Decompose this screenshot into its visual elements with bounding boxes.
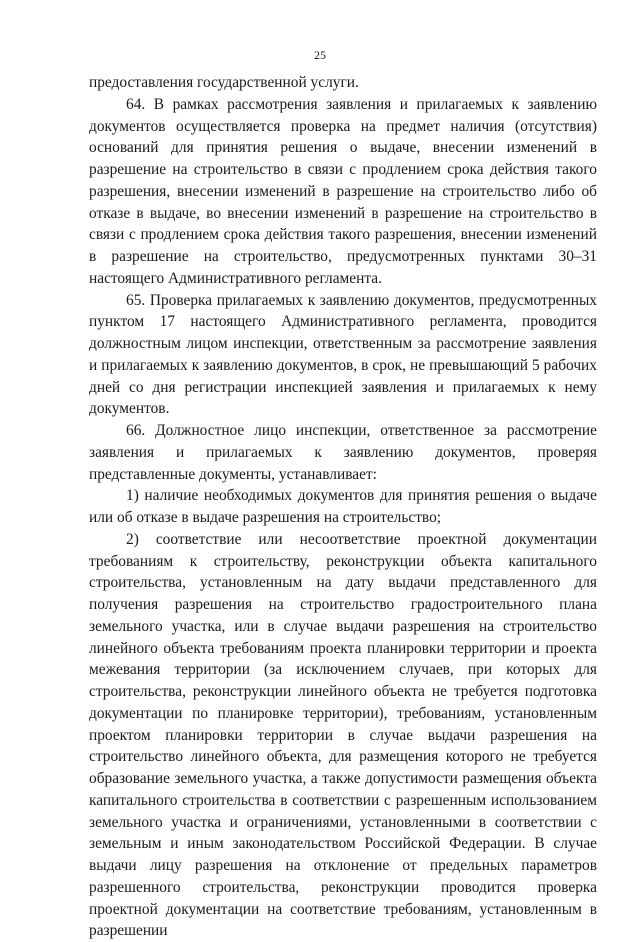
paragraph-66: 66. Должностное лицо инспекции, ответственное за рассмотрение заявления и прилагаемых к заявлению документов, проверяя представленные документы, устанавливает: <box>89 422 597 483</box>
list-item-1: 1) наличие необходимых документов для принятия решения о выдаче или об отказе в выдаче разрешения на строительство; <box>89 487 597 526</box>
page-number: 25 <box>314 48 326 62</box>
paragraph-continuation: предоставления государственной услуги. <box>89 74 359 91</box>
paragraph-64: 64. В рамках рассмотрения заявления и прилагаемых к заявлению документов осуществляется проверка на предмет наличия (отсутствия) оснований для принятия решения о выдаче, внесении изменений в разрешение на строительство в связи с продлением срока действия такого разрешения, внесении изменений в разрешение на строительство либо об отказе в выдаче, во внесении изменений в разрешение на строительство в связи с продлением срока действия такого разрешения, внесении изменений в разрешение на строительство, предусмотренных пунктами 30–31 настоящего Административного регламента. <box>89 95 597 287</box>
list-item-2: 2) соответствие или несоответствие проектной документации требованиям к строительству, реконструкции объекта капитального строительства, установленным на дату выдачи представленного для получения разрешения на строительство градостроительного плана земельного участка, или в случае выдачи разрешения на строительство линейного объекта требованиям проекта планировки территории и проекта межевания территории (за исключением случаев, при которых для строительства, реконструкции линейного объекта не требуется подготовка документации по планировке территории), требованиям, установленным проектом планировки территории в случае выдачи разрешения на строительство линейного объекта, для размещения которого не требуется образование земельного участка, а также допустимости размещения объекта капитального строительства в соответствии с разрешенным использованием земельного участка и ограничениями, установленными в соответствии с земельным и иным законодательством Российской Федерации. В случае выдачи лицу разрешения на отклонение от предельных параметров разрешенного строительства, реконструкции проводится проверка проектной документации на соответствие требованиям, установленным в разрешении <box>89 530 597 940</box>
paragraph-65: 65. Проверка прилагаемых к заявлению документов, предусмотренных пунктом 17 настоящего Административного регламента, проводится должностным лицом инспекции, ответственным за рассмотрение заявления и прилагаемых к заявлению документов, в срок, не превышающий 5 рабочих дней со дня регистрации инспекцией заявления и прилагаемых к нему документов. <box>89 291 597 418</box>
document-body <box>89 72 597 942</box>
